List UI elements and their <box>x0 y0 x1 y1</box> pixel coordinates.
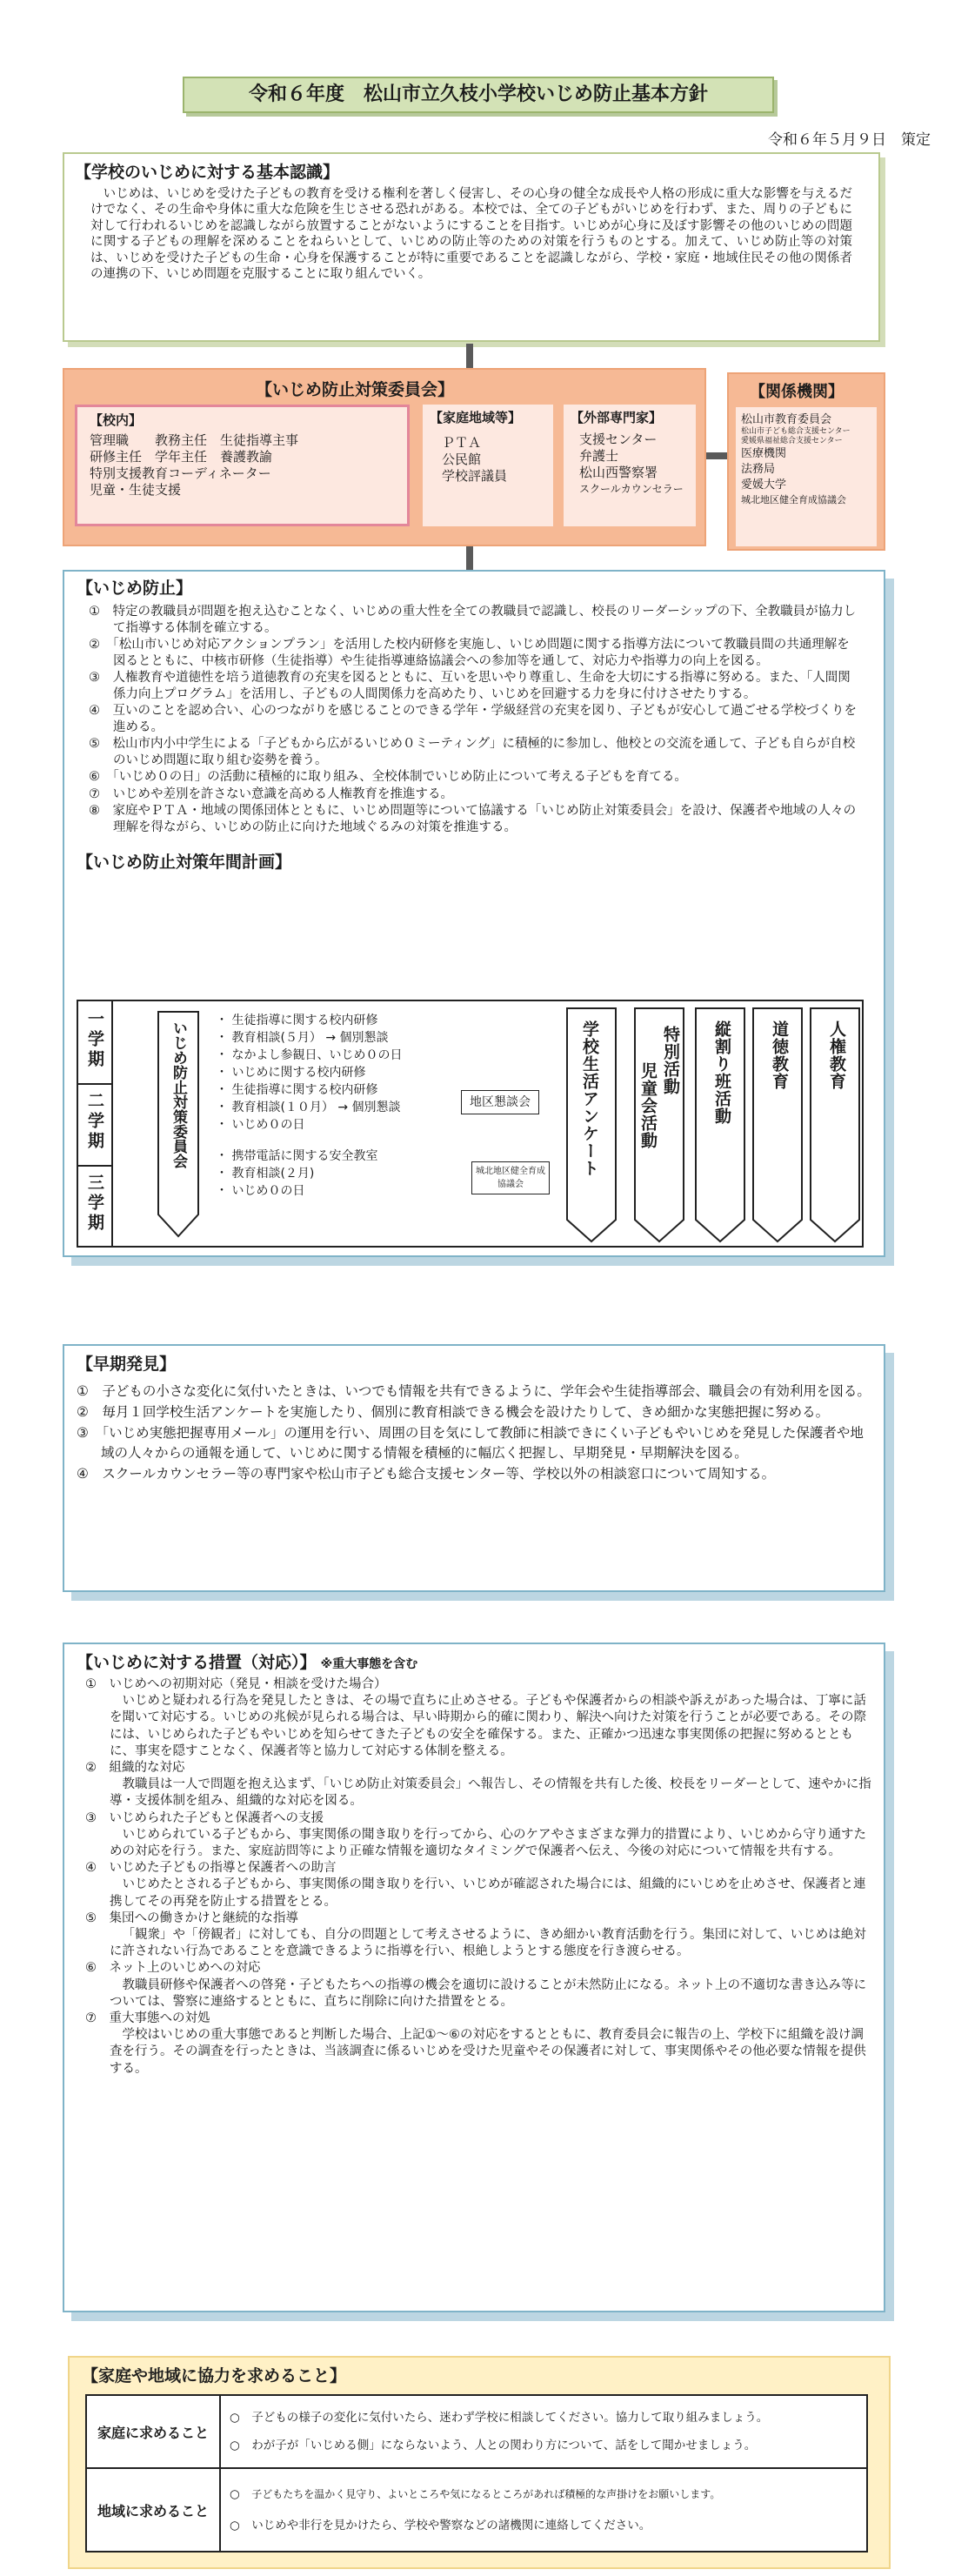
prevention-item: ⑧ 家庭やＰＴＡ・地域の関係団体とともに、いじめ問題等について協議する「いじめ防止対策委員会」を設け、保護者や地域の人々の理解を得ながら、いじめの防止に向けた地域ぐるみの対策を推進する。 <box>89 804 857 834</box>
circle-icon: ○ <box>230 2519 240 2533</box>
plan-item: ・ 生徒指導に関する校内研修 <box>216 1014 378 1027</box>
plan-column-label: 特別活動 <box>661 1026 680 1095</box>
policy-date: 令和６年５月９日 策定 <box>768 131 931 149</box>
basic-recognition-heading: 【学校のいじめに対する基本認識】 <box>75 163 340 182</box>
committee-box <box>63 368 706 546</box>
plan-column-label: 縦割り班活動 <box>712 1020 731 1125</box>
early-detection-box <box>63 1344 885 1592</box>
annual-plan-table <box>77 1000 864 1248</box>
cooperation-item-text: 子どもたちを温かく見守り、よいところや気になるところがあれば積極的な声掛けをお願いします。 <box>251 2488 721 2500</box>
expert-member: 弁護士 <box>579 448 619 464</box>
plan-column-label: 道徳教育 <box>770 1020 789 1090</box>
circle-icon: ○ <box>230 2487 240 2501</box>
plan-item: ・ いじめに関する校内研修 <box>216 1066 366 1080</box>
term-label: 一学期 <box>85 1010 104 1070</box>
cooperation-item <box>230 2432 858 2459</box>
plan-column-label: 学校生活アンケート <box>580 1020 599 1177</box>
school-member: 特別支援教育コーディネーター <box>90 465 271 481</box>
circle-icon: ○ <box>230 2411 240 2425</box>
response-item-title: ② 組織的な対応 <box>85 1761 185 1776</box>
response-heading: 【いじめに対する措置（対応）】 <box>77 1653 317 1672</box>
home-member: 学校評議員 <box>442 468 508 484</box>
home-members-box <box>423 405 553 526</box>
home-member: ＰＴＡ <box>442 435 482 451</box>
response-item-title: ④ いじめた子どもの指導と保護者への助言 <box>85 1861 337 1876</box>
term-label: 三学期 <box>85 1174 104 1234</box>
home-heading: 【家庭地域等】 <box>430 410 522 425</box>
term-label: 二学期 <box>85 1092 104 1152</box>
school-members-box <box>75 405 410 526</box>
plan-item: ・ 教育相談(２月) <box>216 1167 315 1181</box>
response-note: ※重大事態を含む <box>320 1657 418 1671</box>
response-box <box>63 1643 885 2312</box>
connector-line <box>466 546 473 572</box>
connector-line <box>466 344 473 368</box>
cooperation-item-text: わが子が「いじめる側」にならないよう、人との関わり方について、話をして聞かせましょう。 <box>251 2439 757 2452</box>
district-meeting-badge: 地区懇談会 <box>461 1090 539 1114</box>
expert-member: 松山西警察署 <box>579 465 658 480</box>
plan-column-label: 児童会活動 <box>638 1062 658 1149</box>
related-member: 松山市子ども総合支援センター <box>741 427 851 436</box>
cooperation-item-text: 子どもの様子の変化に気付いたら、迷わず学校に相談してください。協力して取り組みましょう。 <box>251 2411 769 2425</box>
response-item-text: いじめと疑われる行為を発見したときは、その場で直ちに止めさせる。子どもや保護者からの相談や訴えがあった場合は、丁寧に話を聞いて対応する。いじめの兆候が見られる場合は、早い時期から的確に関わり、解決へ向けた対策を行うことが必要である。その際には、いじめられた子どもやいじめを知らせてきた子どもの安全を確保する。また、正確かつ迅速な事実関係の把握に努めるとともに、事実を隠すことなく、保護者等と協力して対応する体制を整える。 <box>110 1694 866 1758</box>
cooperation-row-label: 地域に求めること <box>86 2468 220 2552</box>
plan-item: ・ いじめ０の日 <box>216 1184 305 1198</box>
related-member: 城北地区健全育成協議会 <box>741 494 846 505</box>
plan-item: ・ 教育相談(１０月） → 個別懇談 <box>216 1101 401 1114</box>
plan-item: ・ 教育相談(５月） → 個別懇談 <box>216 1031 389 1045</box>
circle-icon: ○ <box>230 2439 240 2452</box>
response-item-title: ⑥ ネット上のいじめへの対応 <box>85 1961 261 1976</box>
response-item-title: ① いじめへの初期対応（発見・相談を受けた場合） <box>85 1677 387 1691</box>
school-member: 管理職 教務主任 生徒指導主事 <box>90 432 299 448</box>
plan-item: ・ いじめ０の日 <box>216 1118 305 1132</box>
expert-members-box <box>564 405 696 526</box>
prevention-item: ① 特定の教職員が問題を抱え込むことなく、いじめの重大性を全ての教職員で認識し、校長のリーダーシップの下、全教職員が協力して指導する体制を確立する。 <box>89 605 857 635</box>
response-item-text: 学校はいじめの重大事態であると判断した場合、上記①～⑥の対応をするとともに、教育委員会に報告の上、学校下に組織を設け調査を行う。その調査を行ったときは、当該調査に係るいじめを受けた児童やその保護者に対して、事実関係やその他必要な情報を提供する。 <box>110 2028 866 2076</box>
plan-item: ・ なかよし参観日、いじめ０の日 <box>216 1048 403 1062</box>
related-heading: 【関係機関】 <box>750 383 844 401</box>
prevention-heading: 【いじめ防止】 <box>77 579 193 598</box>
cooperation-box <box>68 2356 891 2569</box>
prevention-item: ④ 互いのことを認め合い、心のつながりを感じることのできる学年・学級経営の充実を図り、子どもが安心して過ごせる学校づくりを進める。 <box>89 704 857 734</box>
response-item-text: いじめたとされる子どもから、事実関係の聞き取りを行い、いじめが確認された場合には、組織的にいじめを止めさせ、保護者と連携してその再発を防止する措置をとる。 <box>110 1877 866 1909</box>
cooperation-item <box>230 2404 858 2432</box>
cooperation-table <box>85 2394 868 2553</box>
early-item: ③ 「いじめ実態把握専用メール」の運用を行い、周囲の目を気にして教師に相談できにくい子どもやいじめを発見した保護者や地域の人々からの通報を通して、いじめに関する情報を積極的に幅広く把握し、早期発見・早期解決を図る。 <box>77 1425 864 1461</box>
plan-item: ・ 生徒指導に関する校内研修 <box>216 1083 378 1097</box>
response-item-text: 「観衆」や「傍観者」に対しても、自分の問題として考えさせるように、きめ細かい教育活動を行う。集団に対して、いじめは絶対に許されない行為であることを意識できるように指導を行い、根絶しようとする態度を行き渡らせる。 <box>110 1928 866 1959</box>
related-member: 愛媛県福祉総合支援センター <box>741 437 843 445</box>
expert-member: 支援センター <box>579 432 658 447</box>
related-orgs-box <box>727 372 885 551</box>
cooperation-item-text: いじめや非行を見かけたら、学校や警察などの諸機関に連絡してください。 <box>251 2519 651 2533</box>
plan-item: ・ 携帯電話に関する安全教室 <box>216 1149 378 1163</box>
school-heading: 【校内】 <box>90 412 143 428</box>
response-item-text: 教職員は一人で問題を抱え込まず、「いじめ防止対策委員会」へ報告し、その情報を共有した後、校長をリーダーとして、速やかに指導・支援体制を組み、組織的な対応を図る。 <box>110 1777 871 1809</box>
prevention-item: ② 「松山市いじめ対応アクションプラン」を活用した校内研修を実施し、いじめ問題に関する指導方法について教職員間の共通理解を図るとともに、中核市研修（生徒指導）や生徒指導連絡協議会への参加等を通して、対応力や指導力の向上を図る。 <box>89 638 850 668</box>
prevention-item: ⑦ いじめや差別を許さない意識を高める人権教育を推進する。 <box>89 786 453 801</box>
basic-recognition-box <box>63 152 880 342</box>
expert-member: スクールカウンセラー <box>579 483 684 495</box>
cooperation-item <box>230 2510 858 2541</box>
plan-column-label: 人権教育 <box>827 1020 846 1090</box>
early-item: ① 子どもの小さな変化に気付いたときは、いつでも情報を共有できるように、学年会や生徒指導部会、職員会の有効利用を図る。 <box>77 1383 871 1399</box>
related-member: 愛媛大学 <box>741 478 787 492</box>
cooperation-row-label: 家庭に求めること <box>86 2395 220 2468</box>
early-item: ② 毎月１回学校生活アンケートを実施したり、個別に教育相談できる機会を設けたりして、きめ細かな実態把握に努める。 <box>77 1404 830 1420</box>
related-member: 法務局 <box>741 463 776 476</box>
school-member: 児童・生徒支援 <box>90 482 182 498</box>
school-member: 研修主任 学年主任 養護教諭 <box>90 449 273 465</box>
response-item-text: いじめられている子どもから、事実関係の聞き取りを行ってから、心のケアやさまざまな弾力的措置により、いじめから守り通すための対応を行う。また、家庭訪問等により正確な情報を適切なタイミングで保護者へ伝え、今後の対応について情報を共有する。 <box>110 1827 866 1859</box>
prevention-item: ⑤ 松山市内小中学生による「子どもから広がるいじめ０ミーティング」に積極的に参加し、他校との交流を通して、子ども自らが自校のいじめ問題に取り組む姿勢を養う。 <box>89 737 856 767</box>
expert-heading: 【外部専門家】 <box>571 410 663 425</box>
committee-label: いじめ防止対策委員会 <box>170 1020 187 1168</box>
cooperation-heading: 【家庭や地域に協力を求めること】 <box>82 2366 347 2385</box>
related-member: 松山市教育委員会 <box>741 413 832 426</box>
joho-council-badge: 城北地区健全育成協議会 <box>471 1161 550 1194</box>
prevention-item: ⑥ 「いじめ０の日」の活動に積極的に取り組み、全校体制でいじめ防止について考える子どもを育てる。 <box>89 770 687 784</box>
cooperation-item <box>230 2479 858 2510</box>
early-heading: 【早期発見】 <box>77 1355 177 1374</box>
response-item-title: ⑦ 重大事態への対処 <box>85 2011 210 2026</box>
prevention-item: ③ 人権教育や道徳性を培う道徳教育の充実を図るとともに、互いを思いやり尊重し、生命を大切にする指導に努める。また、「人間関係力向上プログラム」を活用し、子どもの人間関係力を高めたり、いじめを回避する力を身に付けさせたりする。 <box>89 671 851 701</box>
plan-heading: 【いじめ防止対策年間計画】 <box>77 853 292 872</box>
prevention-box <box>63 570 885 1257</box>
page-title: 令和６年度 松山市立久枝小学校いじめ防止基本方針 <box>183 77 774 113</box>
related-member: 医療機関 <box>741 447 787 460</box>
early-item: ④ スクールカウンセラー等の専門家や松山市子ども総合支援センター等、学校以外の相談窓口について周知する。 <box>77 1466 776 1482</box>
response-item-title: ⑤ 集団への働きかけと継続的な指導 <box>85 1910 298 1925</box>
response-item-title: ③ いじめられた子どもと保護者への支援 <box>85 1810 324 1825</box>
connector-arrow <box>706 452 727 459</box>
committee-heading: 【いじめ防止対策委員会】 <box>256 380 455 399</box>
basic-recognition-text: いじめは、いじめを受けた子どもの教育を受ける権利を著しく侵害し、その心身の健全な成長や人格の形成に重大な影響を与えるだけでなく、その生命や身体に重大な危険を生じさせる恐れがある。本校では、全ての子どもがいじめを行わず、また、周りの子どもに対して行われるいじめを認識しながら放置することがないようにすることを目指す。いじめが心身に及ぼす影響その他のいじめの問題に関する子どもの理解を深めることをねらいとして、いじめの防止等のための対策を行うものとする。加えて、いじめ防止等の対策は、いじめを受けた子どもの生命・心身を保護することが特に重要であることを認識しながら、学校・家庭・地域住民その他の関係者の連携の下、いじめ問題を克服することに取り組んでいく。 <box>90 187 852 282</box>
response-item-text: 教職員研修や保護者への啓発・子どもたちへの指導の機会を適切に設けることが未然防止になる。ネット上の不適切な書き込み等については、警察に連絡するとともに、直ちに削除に向けた措置をとる。 <box>110 1977 866 2009</box>
home-member: 公民館 <box>442 452 482 467</box>
